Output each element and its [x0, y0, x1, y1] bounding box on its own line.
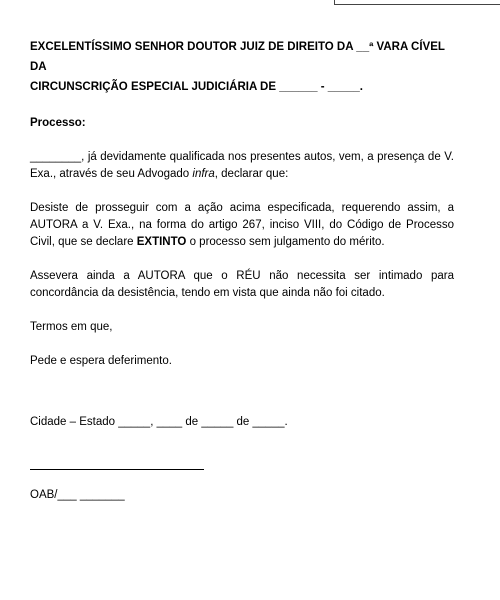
- paragraph-2-bold: EXTINTO: [136, 236, 187, 248]
- paragraph-2-text-b: o processo sem julgamento do mérito.: [186, 236, 385, 248]
- closing-line-1: Termos em que,: [30, 321, 113, 333]
- paragraph-1: [30, 149, 454, 183]
- paragraph-1-text-a: ________, já devidamente qualificada nos presentes autos, vem, a presença de V. Exa., através de seu Advogado: [30, 151, 454, 180]
- paragraph-1-italic: infra: [192, 168, 215, 180]
- oab-line: OAB/___ _______: [30, 489, 125, 501]
- top-right-box: [334, 0, 500, 5]
- place-date-line: Cidade – Estado _____, ____ de _____ de _____.: [30, 416, 288, 428]
- document-page: [30, 37, 454, 504]
- paragraph-3: Assevera ainda a AUTORA que o RÉU não necessita ser intimado para concordância da desistência, tendo em vista que ainda não foi citado.: [30, 270, 454, 299]
- heading-line-2: CIRCUNSCRIÇÃO ESPECIAL JUDICIÁRIA DE ______ - _____.: [30, 81, 363, 93]
- paragraph-2-text-a: Desiste de prosseguir com a ação acima especificada, requerendo assim, a AUTORA a V. Exa., na forma do artigo 267, inciso VIII, do Código de Processo Civil, que se declare: [30, 202, 454, 248]
- closing-line-2: Pede e espera deferimento.: [30, 355, 172, 367]
- paragraph-1-text-b: , declarar que:: [214, 168, 289, 180]
- paragraph-2: [30, 200, 454, 251]
- heading-line-1: EXCELENTÍSSIMO SENHOR DOUTOR JUIZ DE DIREITO DA __ª VARA CÍVEL DA: [30, 41, 445, 73]
- process-label: Processo:: [30, 117, 86, 129]
